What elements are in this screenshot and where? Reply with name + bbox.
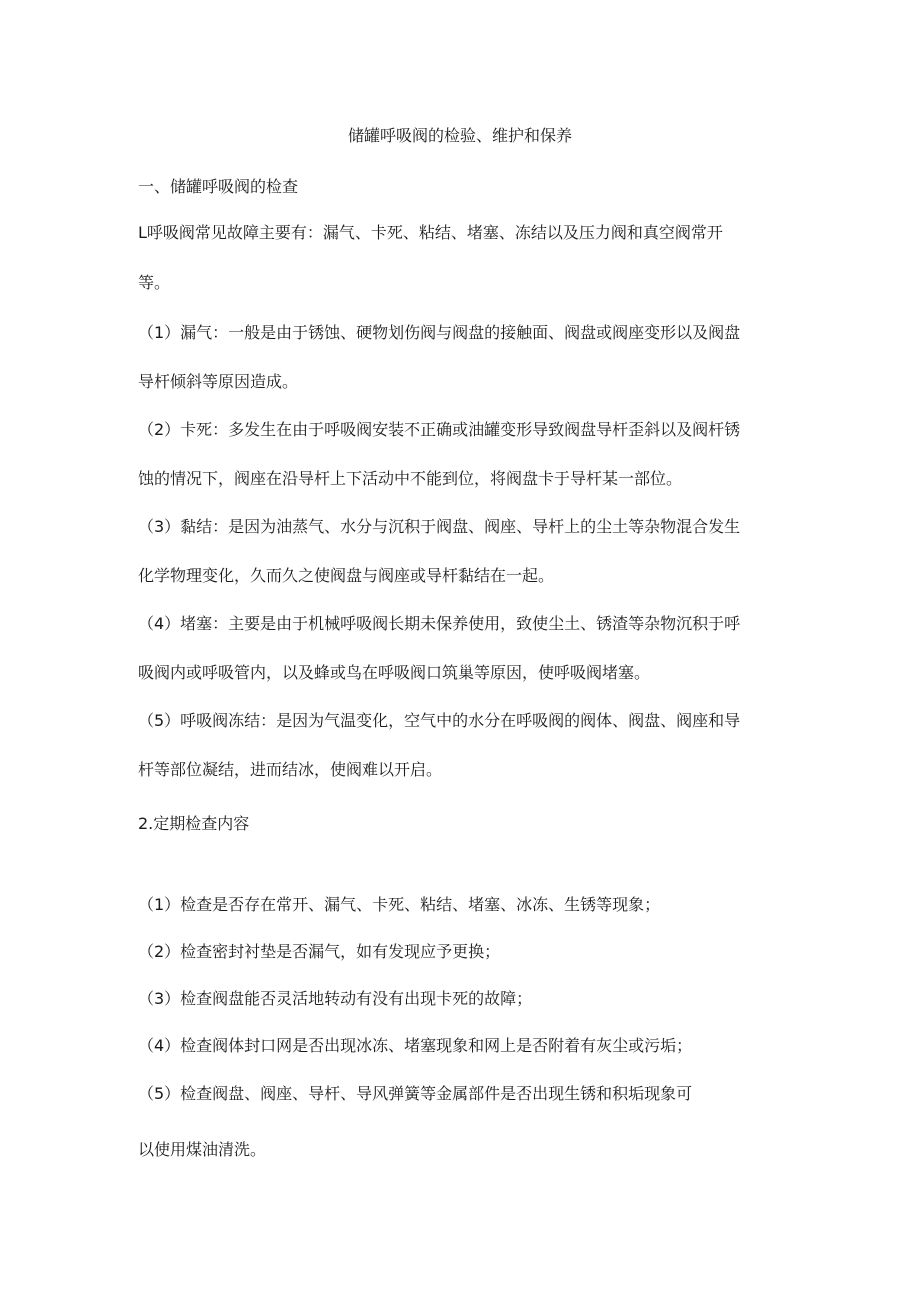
section-heading: 2.定期检查内容 xyxy=(138,814,250,833)
fault-item-line: （5）呼吸阀冻结：是因为气温变化，空气中的水分在呼吸阀的阀体、阀盘、阀座和导 xyxy=(138,711,741,730)
check-item: （4）检查阀体封口网是否出现冰冻、堵塞现象和网上是否附着有灰尘或污垢； xyxy=(138,1036,693,1055)
document-title: 储罐呼吸阀的检验、维护和保养 xyxy=(347,126,572,145)
paragraph-line: 等。 xyxy=(138,273,171,292)
fault-item-line: 化学物理变化，久而久之使阀盘与阀座或导杆黏结在一起。 xyxy=(138,566,555,585)
check-item: （2）检查密封衬垫是否漏气，如有发现应予更换； xyxy=(138,942,501,961)
check-item-continuation: 以使用煤油清洗。 xyxy=(138,1140,267,1159)
check-item: （1）检查是否存在常开、漏气、卡死、粘结、堵塞、冰冻、生锈等现象； xyxy=(138,895,661,914)
fault-item-line: （3）黏结：是因为油蒸气、水分与沉积于阀盘、阀座、导杆上的尘土等杂物混合发生 xyxy=(138,517,741,536)
fault-item-line: 杆等部位凝结，进而结冰，使阀难以开启。 xyxy=(138,760,443,779)
fault-item-line: （1）漏气：一般是由于锈蚀、硬物划伤阀与阀盘的接触面、阀盘或阀座变形以及阀盘 xyxy=(138,323,741,342)
fault-item-line: 蚀的情况下，阀座在沿导杆上下活动中不能到位，将阀盘卡于导杆某一部位。 xyxy=(138,469,683,488)
fault-item-line: 吸阀内或呼吸管内，以及蜂或鸟在呼吸阀口筑巢等原因，使呼吸阀堵塞。 xyxy=(138,663,651,682)
paragraph-line: L呼吸阀常见故障主要有：漏气、卡死、粘结、堵塞、冻结以及压力阀和真空阀常开 xyxy=(138,223,723,242)
fault-item-line: （4）堵塞：主要是由于机械呼吸阀长期未保养使用，致使尘土、锈渣等杂物沉积于呼 xyxy=(138,614,741,633)
check-item: （3）检查阀盘能否灵活地转动有没有出现卡死的故障； xyxy=(138,989,533,1008)
check-item: （5）检查阀盘、阀座、导杆、导风弹簧等金属部件是否出现生锈和积垢现象可 xyxy=(138,1084,693,1103)
section-heading: 一、储罐呼吸阀的检查 xyxy=(138,177,299,196)
fault-item-line: （2）卡死：多发生在由于呼吸阀安装不正确或油罐变形导致阀盘导杆歪斜以及阀杆锈 xyxy=(138,420,741,439)
fault-item-line: 导杆倾斜等原因造成。 xyxy=(138,372,299,391)
